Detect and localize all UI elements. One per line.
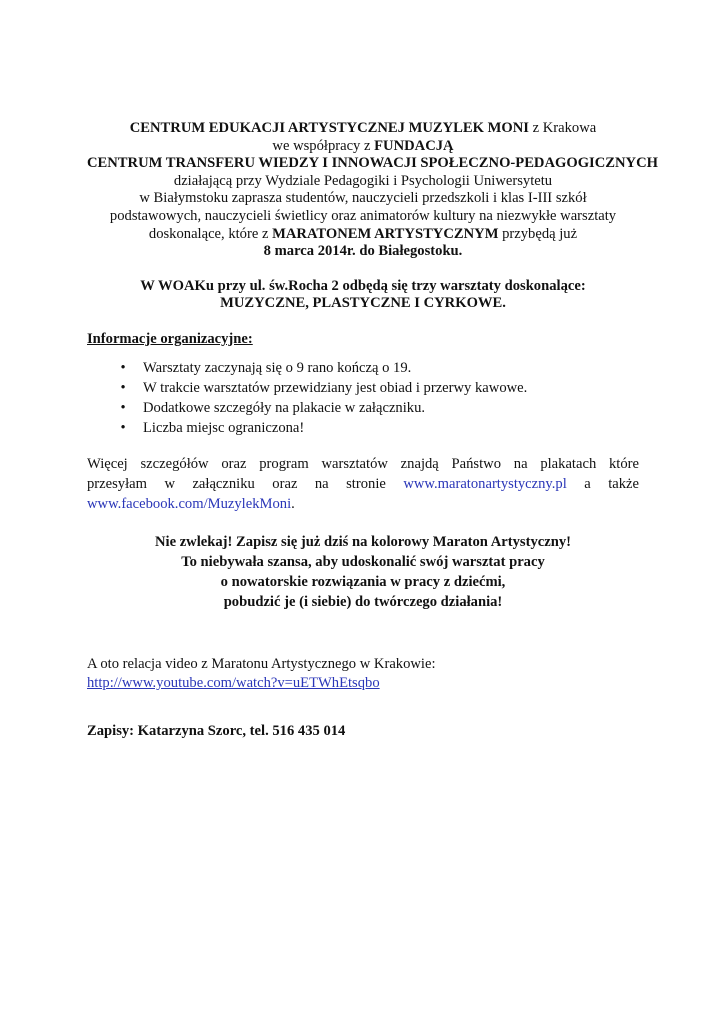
list-item bbox=[87, 398, 639, 418]
intro-line-7-rest: przybędą już bbox=[498, 225, 578, 242]
list-item bbox=[87, 378, 639, 398]
intro-line-2 bbox=[87, 138, 639, 156]
bullet-icon: • bbox=[120, 379, 126, 396]
video-block bbox=[87, 655, 639, 693]
intro-line-1 bbox=[87, 120, 639, 138]
list-item bbox=[87, 418, 639, 438]
facebook-link[interactable]: www.facebook.com/MuzylekMoni bbox=[87, 495, 292, 512]
intro-line-7 bbox=[87, 226, 639, 244]
appeal-line-4: pobudzić je (i siebie) do twórczego działania! bbox=[223, 593, 503, 610]
workshop-types: MUZYCZNE, PLASTYCZNE I CYRKOWE. bbox=[220, 295, 506, 312]
intro-line-4: działającą przy Wydziale Pedagogiki i Psychologii Uniwersytetu bbox=[173, 172, 553, 189]
youtube-link[interactable]: http://www.youtube.com/watch?v=uETWhEtsqbo bbox=[87, 674, 380, 691]
video-intro: A oto relacja video z Maratonu Artystycznego w Krakowie: bbox=[87, 655, 436, 672]
more-line-2-rest: a także bbox=[584, 475, 639, 492]
intro-line-5: w Białymstoku zaprasza studentów, nauczycieli przedszkoli i klas I-III szkół bbox=[139, 190, 587, 207]
more-line-3 bbox=[87, 494, 639, 514]
list-item-text: Dodatkowe szczegóły na plakacie w załączniku. bbox=[143, 399, 426, 416]
intro-line-6: podstawowych, nauczycieli świetlicy oraz animatorów kultury na niezwykłe warsztaty bbox=[109, 207, 617, 224]
intro-line-7-text: doskonalące, które z bbox=[148, 225, 273, 242]
more-line-3-rest: . bbox=[291, 495, 295, 512]
venue-line-1: W WOAKu przy ul. św.Rocha 2 odbędą się trzy warsztaty doskonalące: bbox=[140, 277, 586, 294]
organizer-city: z Krakowa bbox=[528, 120, 597, 136]
info-list bbox=[87, 358, 639, 438]
appeal-line-1: Nie zwlekaj! Zapisz się już dziś na kolorowy Maraton Artystyczny! bbox=[154, 533, 571, 550]
event-date: 8 marca 2014r. do Białegostoku. bbox=[263, 243, 463, 260]
appeal-line-3: o nowatorskie rozwiązania w pracy z dziećmi, bbox=[220, 573, 506, 590]
registration-contact: Zapisy: Katarzyna Szorc, tel. 516 435 014 bbox=[87, 722, 346, 739]
maraton-website-link[interactable]: www.maratonartystyczny.pl bbox=[403, 475, 567, 492]
bullet-icon: • bbox=[120, 399, 126, 416]
list-item-text: W trakcie warsztatów przewidziany jest obiad i przerwy kawowe. bbox=[143, 379, 528, 396]
foundation-name: CENTRUM TRANSFERU WIEDZY I INNOWACJI SPOŁECZNO-PEDAGOGICZNYCH bbox=[87, 155, 658, 172]
more-line-1: Więcej szczegółów oraz program warsztatów znajdą Państwo na plakatach które bbox=[87, 455, 639, 472]
bullet-icon: • bbox=[120, 359, 126, 376]
foundation-label: FUNDACJĄ bbox=[374, 137, 454, 154]
appeal-line-2: To niebywała szansa, aby udoskonalić swój warsztat pracy bbox=[181, 553, 545, 570]
list-item bbox=[87, 358, 639, 378]
organizer-name: CENTRUM EDUKACJI ARTYSTYCZNEJ MUZYLEK MONI bbox=[129, 120, 529, 136]
more-info-paragraph bbox=[87, 454, 639, 514]
more-line-2-text: przesyłam w załączniku oraz na stronie bbox=[87, 475, 386, 492]
intro-line-2-text: we współpracy z bbox=[272, 137, 375, 154]
marathon-name: MARATONEM ARTYSTYCZNYM bbox=[272, 225, 499, 242]
info-heading: Informacje organizacyjne: bbox=[87, 330, 253, 347]
more-line-2 bbox=[87, 474, 639, 494]
venue-block bbox=[87, 278, 639, 313]
list-item-text: Warsztaty zaczynają się o 9 rano kończą o 19. bbox=[143, 359, 412, 376]
bullet-icon: • bbox=[120, 419, 126, 436]
appeal-block bbox=[87, 532, 639, 612]
document-body bbox=[87, 120, 658, 740]
list-item-text: Liczba miejsc ograniczona! bbox=[143, 419, 305, 436]
intro-block bbox=[87, 120, 658, 261]
